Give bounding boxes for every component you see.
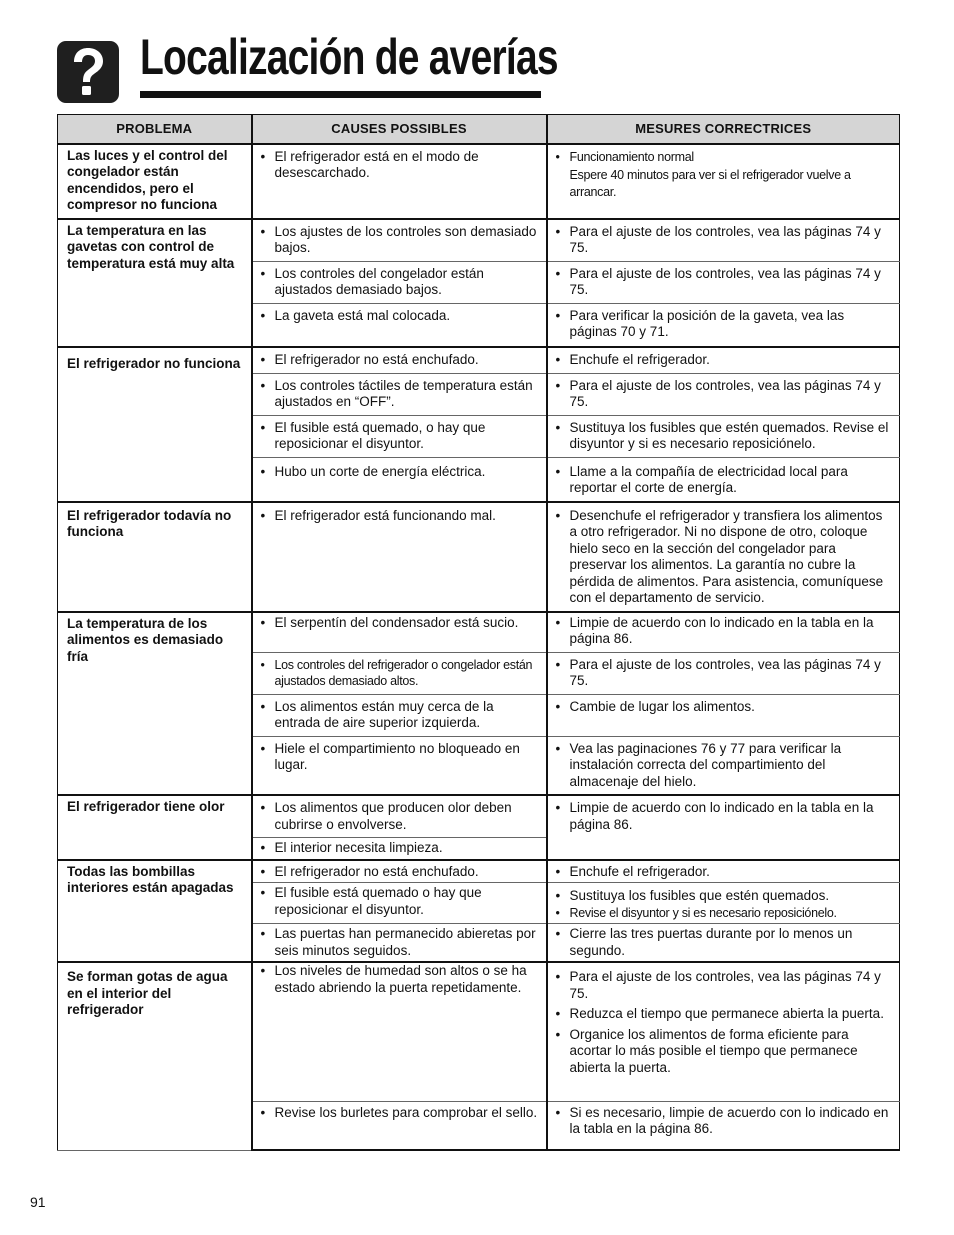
problem-cell: La temperatura de los alimentos es demasiado fría [58,612,252,796]
cause-item: • El serpentín del condensador está sucio. [261,615,540,632]
solution-item: • Enchufe el refrigerador. [556,864,894,881]
table-row [58,860,900,883]
cause-item: • Los controles del refrigerador o congelador están ajustados demasiado altos. [261,657,540,690]
solution-item: • Organice los alimentos de forma eficiente para acortar lo más posible el tiempo que permanece abierta la puerta. [556,1027,894,1077]
cause-item: • Los controles del congelador están ajustados demasiado bajos. [261,266,540,299]
solution-item: • Limpie de acuerdo con lo indicado en la tabla en la página 86. [556,800,894,833]
table-row [58,612,900,653]
cause-cell [252,883,547,924]
cause-item: • Los alimentos están muy cerca de la entrada de aire superior izquierda. [261,699,540,732]
table-row [58,962,900,1101]
solution-item: • Para el ajuste de los controles, vea las páginas 74 y 75. [556,378,894,411]
solution-cell [547,502,900,612]
problem-cell: Se forman gotas de agua en el interior del refrigerador [58,962,252,1150]
cause-item: • Las puertas han permanecido abieretas por seis minutos seguidos. [261,926,540,959]
cause-item: • Revise los burletes para comprobar el sello. [261,1105,540,1122]
solution-cell [547,694,900,736]
cause-item: • Los alimentos que producen olor deben cubrirse o envolverse. [261,800,540,833]
solution-cell [547,457,900,502]
cause-cell [252,795,547,838]
problem-cell: La temperatura en las gavetas con control de temperatura está muy alta [58,219,252,348]
cause-item: • El refrigerador no está enchufado. [261,352,540,369]
cause-cell [252,219,547,262]
table-header-row [58,115,900,144]
cause-cell [252,347,547,373]
cause-cell [252,261,547,303]
solution-item: • Enchufe el refrigerador. [556,352,894,369]
table-row [58,144,900,219]
cause-cell [252,373,547,415]
solution-cell [547,924,900,963]
solution-cell [547,883,900,924]
solution-cell [547,261,900,303]
table-row [58,219,900,262]
cause-cell [252,502,547,612]
solution-cell [547,612,900,653]
solution-cell [547,1101,900,1150]
cause-item: • Los controles táctiles de temperatura están ajustados en “OFF”. [261,378,540,411]
problem-cell: Las luces y el control del congelador están encendidos, pero el compresor no funciona [58,144,252,219]
troubleshooting-table [57,114,900,1151]
cause-item: • El fusible está quemado o hay que reposicionar el disyuntor. [261,885,540,918]
page-header [57,29,558,102]
problem-cell: El refrigerador todavía no funciona [58,502,252,612]
solution-item: • Revise el disyuntor y si es necesario reposiciónelo. [556,905,894,922]
solution-note: Espere 40 minutos para ver si el refrigerador vuelve a arrancar. [569,168,851,199]
problem-cell: El refrigerador no funciona [58,347,252,502]
question-mark-icon [57,41,119,103]
solution-cell [547,962,900,1101]
solution-cell [547,144,900,219]
column-header-solutions: MESURES CORRECTRICES [547,115,900,144]
solution-item: • Funcionamiento normal [556,149,894,166]
solution-item: • Reduzca el tiempo que permanece abierta la puerta. [556,1006,894,1023]
solution-item: • Para el ajuste de los controles, vea las páginas 74 y 75. [556,224,894,257]
cause-cell [252,415,547,457]
solution-cell [547,219,900,262]
cause-item: • El refrigerador está funcionando mal. [261,508,540,525]
cause-item: • El fusible está quemado, o hay que reposicionar el disyuntor. [261,420,540,453]
cause-cell [252,860,547,883]
cause-cell [252,838,547,860]
solution-item: • Para el ajuste de los controles, vea las páginas 74 y 75. [556,969,894,1002]
column-header-causes: CAUSES POSSIBLES [252,115,547,144]
cause-cell [252,1101,547,1150]
cause-item: • El refrigerador no está enchufado. [261,864,540,881]
solution-item: • Llame a la compañía de electricidad local para reportar el corte de energía. [556,464,894,497]
solution-item: • Para el ajuste de los controles, vea las páginas 74 y 75. [556,657,894,690]
cause-item: • El interior necesita limpieza. [261,840,540,857]
cause-cell [252,736,547,795]
cause-item: • Hiele el compartimiento no bloqueado en lugar. [261,741,540,774]
solution-item: • Sustituya los fusibles que estén quemados. Revise el disyuntor y si es necesario reposiciónelo. [556,420,894,453]
solution-item: • Limpie de acuerdo con lo indicado en la tabla en la página 86. [556,615,894,648]
solution-cell [547,303,900,347]
solution-item: • Cierre las tres puertas durante por lo menos un segundo. [556,926,894,959]
solution-item: • Cambie de lugar los alimentos. [556,699,894,716]
cause-cell [252,652,547,694]
title-underline [140,91,541,98]
solution-cell [547,373,900,415]
table-row [58,795,900,838]
cause-item: • Hubo un corte de energía eléctrica. [261,464,540,481]
table-row [58,347,900,373]
solution-item: • Sustituya los fusibles que estén quemados. [556,888,894,905]
table-row [58,502,900,612]
cause-item: • La gaveta está mal colocada. [261,308,540,325]
solution-item: • Para verificar la posición de la gaveta, vea las páginas 70 y 71. [556,308,894,341]
cause-cell [252,962,547,1101]
solution-cell [547,652,900,694]
solution-cell [547,415,900,457]
solution-cell [547,347,900,373]
cause-cell [252,457,547,502]
cause-item: • El refrigerador está en el modo de desescarchado. [261,149,540,182]
cause-cell [252,303,547,347]
cause-cell [252,924,547,963]
solution-cell [547,860,900,883]
cause-cell [252,612,547,653]
cause-item: • Los niveles de humedad son altos o se ha estado abriendo la puerta repetidamente. [261,963,540,996]
column-header-problem: PROBLEMA [58,115,252,144]
cause-cell [252,694,547,736]
solution-item: • Vea las paginaciones 76 y 77 para verificar la instalación correcta del compartimiento del almacenaje del hielo. [556,741,894,791]
cause-cell [252,144,547,219]
solution-item: • Desenchufe el refrigerador y transfiera los alimentos a otro refrigerador. Ni no dispone de otro, coloque hielo seco en la sección del congelador para preservar los alimentos. La garantía no cubre la pérdida de alimentos. Para asistencia, comuníquese con el departamento de servicio. [556,508,894,607]
solution-cell [547,736,900,795]
cause-item: • Los ajustes de los controles son demasiado bajos. [261,224,540,257]
solution-cell [547,795,900,860]
problem-cell: El refrigerador tiene olor [58,795,252,860]
page-title: Localización de averías [140,29,558,85]
solution-item: • Si es necesario, limpie de acuerdo con lo indicado en la tabla en la página 86. [556,1105,894,1138]
page-number: 91 [30,1194,46,1210]
solution-item: • Para el ajuste de los controles, vea las páginas 74 y 75. [556,266,894,299]
problem-cell: Todas las bombillas interiores están apagadas [58,860,252,963]
